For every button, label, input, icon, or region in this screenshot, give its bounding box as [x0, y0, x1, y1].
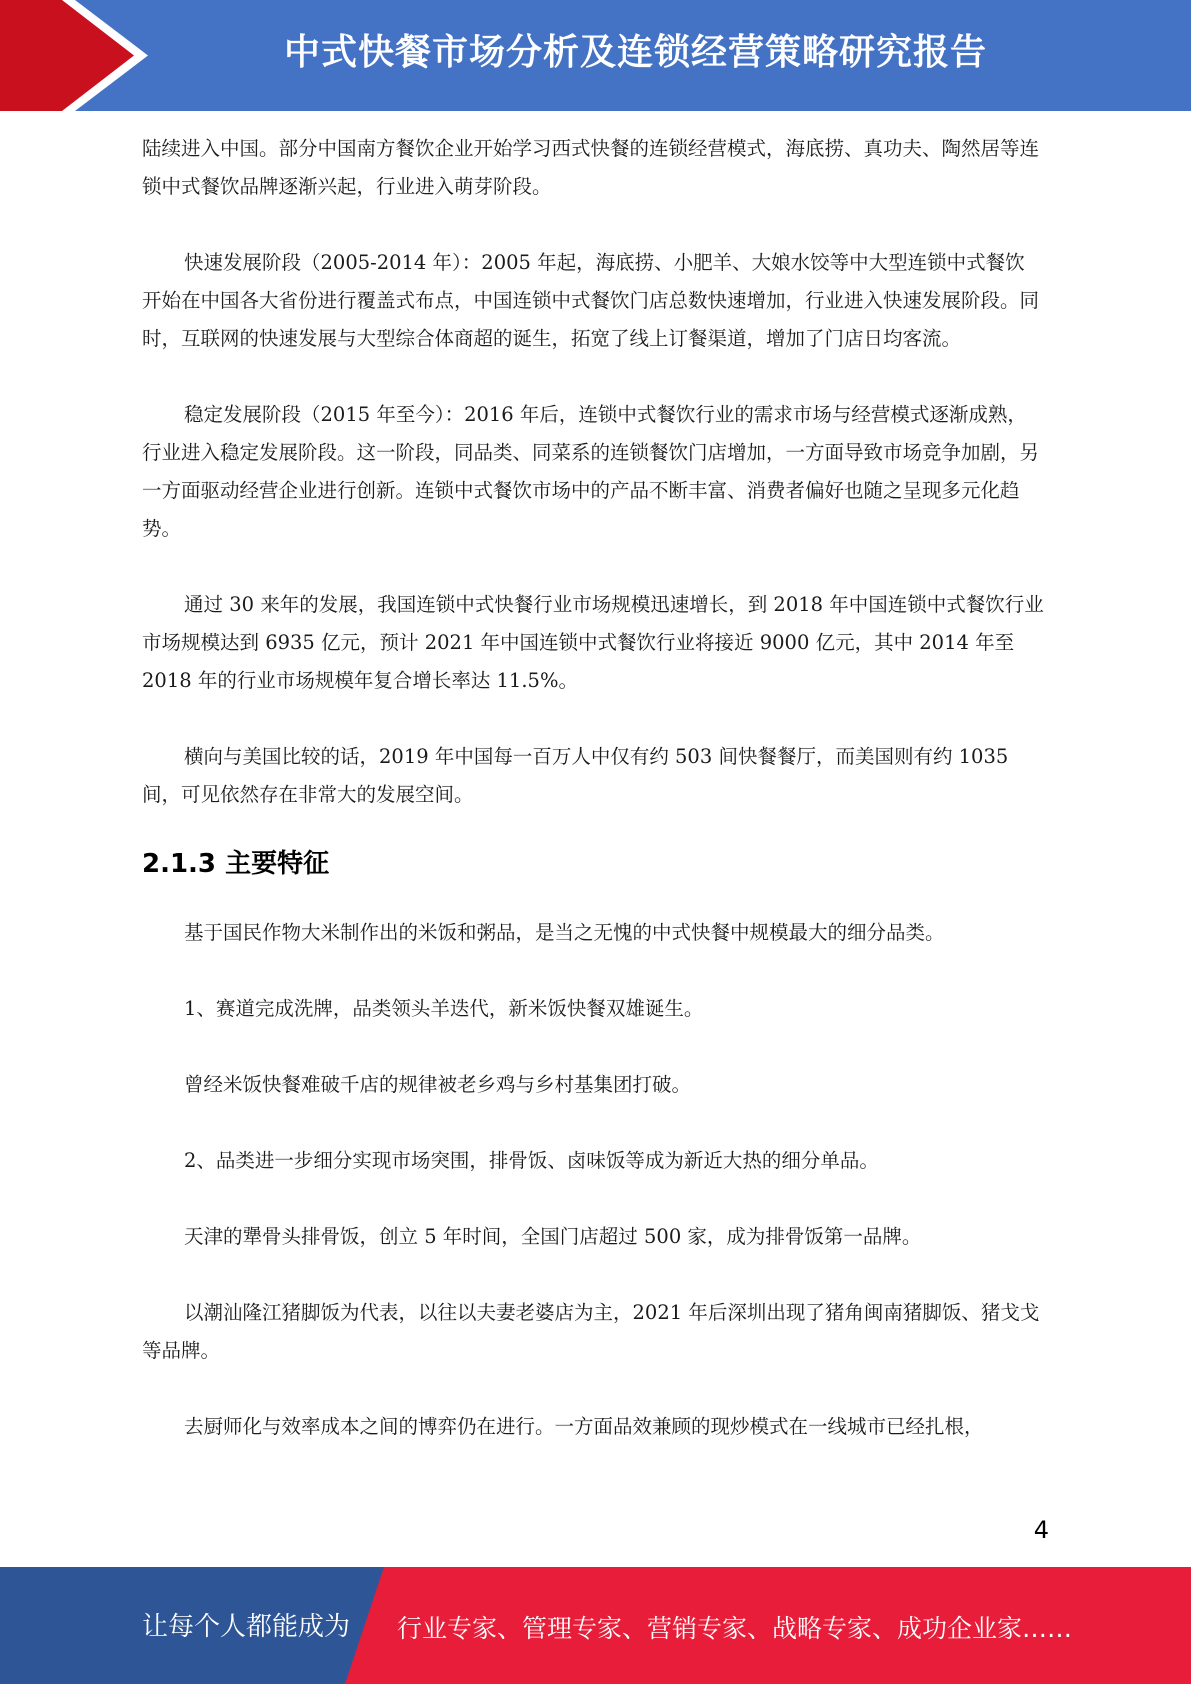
report-title: 中式快餐市场分析及连锁经营策略研究报告 — [283, 32, 987, 73]
header-red-chevron — [0, 0, 160, 111]
paragraph: 快速发展阶段（2005-2014 年）：2005 年起，海底捞、小肥羊、大娘水饺等中大型连锁中式餐饮开始在中国各大省份进行覆盖式布点，中国连锁中式餐饮门店总数快速增加，行业进入快速发展阶段。同时，互联网的快速发展与大型综合体商超的诞生，拓宽了线上订餐渠道，增加了门店日均客流。 — [142, 251, 1040, 350]
paragraph: 曾经米饭快餐难破千店的规律被老乡鸡与乡村基集团打破。 — [184, 1073, 692, 1096]
page-footer — [0, 1567, 1191, 1684]
paragraph: 稳定发展阶段（2015 年至今）：2016 年后，连锁中式餐饮行业的需求市场与经营模式逐渐成熟，行业进入稳定发展阶段。这一阶段，同品类、同菜系的连锁餐饮门店增加，一方面导致市场竞争加剧，另一方面驱动经营企业进行创新。连锁中式餐饮市场中的产品不断丰富、消费者偏好也随之呈现多元化趋势。 — [142, 403, 1040, 540]
paragraph: 2、品类进一步细分实现市场突围，排骨饭、卤味饭等成为新近大热的细分单品。 — [184, 1149, 879, 1172]
paragraph: 1、赛道完成洗牌，品类领头羊迭代，新米饭快餐双雄诞生。 — [184, 997, 704, 1020]
paragraph: 基于国民作物大米制作出的米饭和粥品，是当之无愧的中式快餐中规模最大的细分品类。 — [184, 921, 945, 944]
page-header — [0, 0, 1191, 111]
footer-roles: 行业专家、管理专家、营销专家、战略专家、成功企业家…… — [397, 1614, 1073, 1643]
section-heading: 2.1.3 主要特征 — [142, 849, 330, 879]
paragraph: 横向与美国比较的话，2019 年中国每一百万人中仅有约 503 间快餐餐厅，而美国则有约 1035 间，可见依然存在非常大的发展空间。 — [142, 745, 1009, 806]
page-body — [142, 130, 1044, 1446]
paragraph: 天津的犟骨头排骨饭，创立 5 年时间，全国门店超过 500 家，成为排骨饭第一品牌。 — [184, 1225, 922, 1248]
footer-slogan: 让每个人都能成为 — [142, 1612, 351, 1642]
paragraph: 去厨师化与效率成本之间的博弈仍在进行。一方面品效兼顾的现炒模式在一线城市已经扎根， — [184, 1415, 984, 1438]
paragraph: 以潮汕隆江猪脚饭为代表，以往以夫妻老婆店为主，2021 年后深圳出现了猪角闽南猪脚饭、猪戈戈等品牌。 — [142, 1301, 1040, 1362]
page-number: 4 — [1033, 1516, 1049, 1544]
paragraph: 陆续进入中国。部分中国南方餐饮企业开始学习西式快餐的连锁经营模式，海底捞、真功夫、陶然居等连锁中式餐饮品牌逐渐兴起，行业进入萌芽阶段。 — [142, 137, 1040, 198]
paragraph: 通过 30 来年的发展，我国连锁中式快餐行业市场规模迅速增长，到 2018 年中国连锁中式餐饮行业市场规模达到 6935 亿元，预计 2021 年中国连锁中式餐饮行业将接近 9000 亿元，其中 2014 年至 2018 年的行业市场规模年复合增长率达 11.5%。 — [142, 593, 1044, 692]
